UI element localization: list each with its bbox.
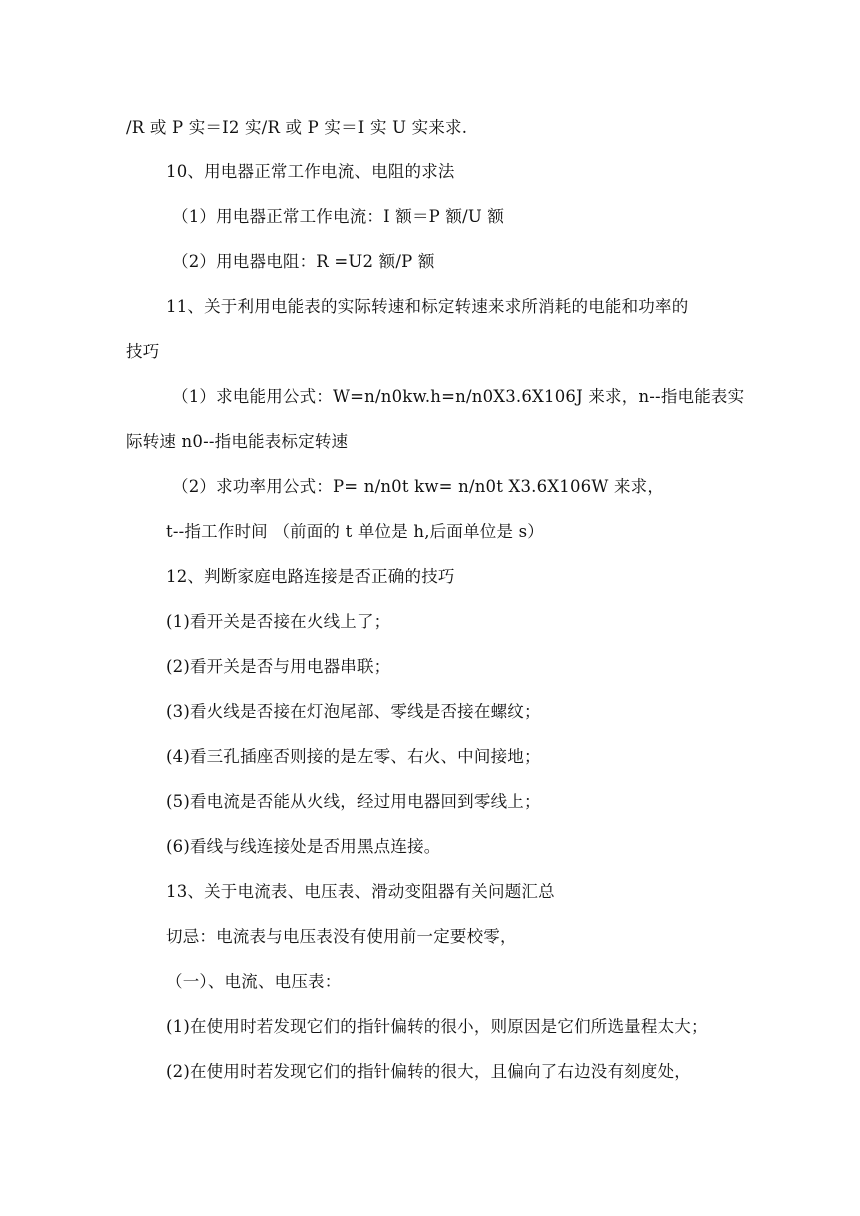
list-item-12-3: (3)看火线是否接在灯泡尾部、零线是否接在螺纹；	[166, 702, 541, 721]
list-item-12-1: (1)看开关是否接在火线上了；	[166, 612, 391, 631]
list-item-13-1: (1)在使用时若发现它们的指针偏转的很小，则原因是它们所选量程太大；	[166, 1017, 708, 1036]
text-line-continuation: /R 或 P 实＝I2 实/R 或 P 实＝I 实 U 实来求.	[126, 118, 468, 137]
heading-11-continuation: 技巧	[126, 342, 160, 361]
text-line-11-1: （1）求电能用公式：W=n/n0kw.h=n/n0X3.6X106J 来求，n--指电能表实	[172, 387, 745, 406]
text-line-10-1: （1）用电器正常工作电流：I 额＝P 额/U 额	[172, 207, 505, 226]
list-item-12-5: (5)看电流是否能从火线，经过用电器回到零线上；	[166, 792, 541, 811]
text-line-11-2: （2）求功率用公式：P= n/n0t kw= n/n0t X3.6X106W 来求，	[172, 477, 665, 496]
list-item-12-4: (4)看三孔插座否则接的是左零、右火、中间接地；	[166, 747, 541, 766]
text-line-10-2: （2）用电器电阻：R =U2 额/P 额	[172, 252, 435, 271]
heading-12: 12、判断家庭电路连接是否正确的技巧	[166, 567, 455, 586]
list-item-13-2: (2)在使用时若发现它们的指针偏转的很大，且偏向了右边没有刻度处，	[166, 1062, 691, 1081]
heading-11: 11、关于利用电能表的实际转速和标定转速来求所消耗的电能和功率的	[166, 297, 689, 316]
list-item-12-6: (6)看线与线连接处是否用黑点连接。	[166, 837, 441, 856]
text-line-11-2-note: t--指工作时间 （前面的 t 单位是 h,后面单位是 s）	[166, 522, 544, 541]
heading-10: 10、用电器正常工作电流、电阻的求法	[166, 162, 455, 181]
subheading-13-1: （一）、电流、电压表：	[166, 972, 342, 991]
text-line-13-warning: 切忌：电流表与电压表没有使用前一定要校零，	[166, 927, 517, 946]
list-item-12-2: (2)看开关是否与用电器串联；	[166, 657, 391, 676]
text-line-11-1-continuation: 际转速 n0--指电能表标定转速	[126, 432, 349, 451]
heading-13: 13、关于电流表、电压表、滑动变阻器有关问题汇总	[166, 882, 555, 901]
